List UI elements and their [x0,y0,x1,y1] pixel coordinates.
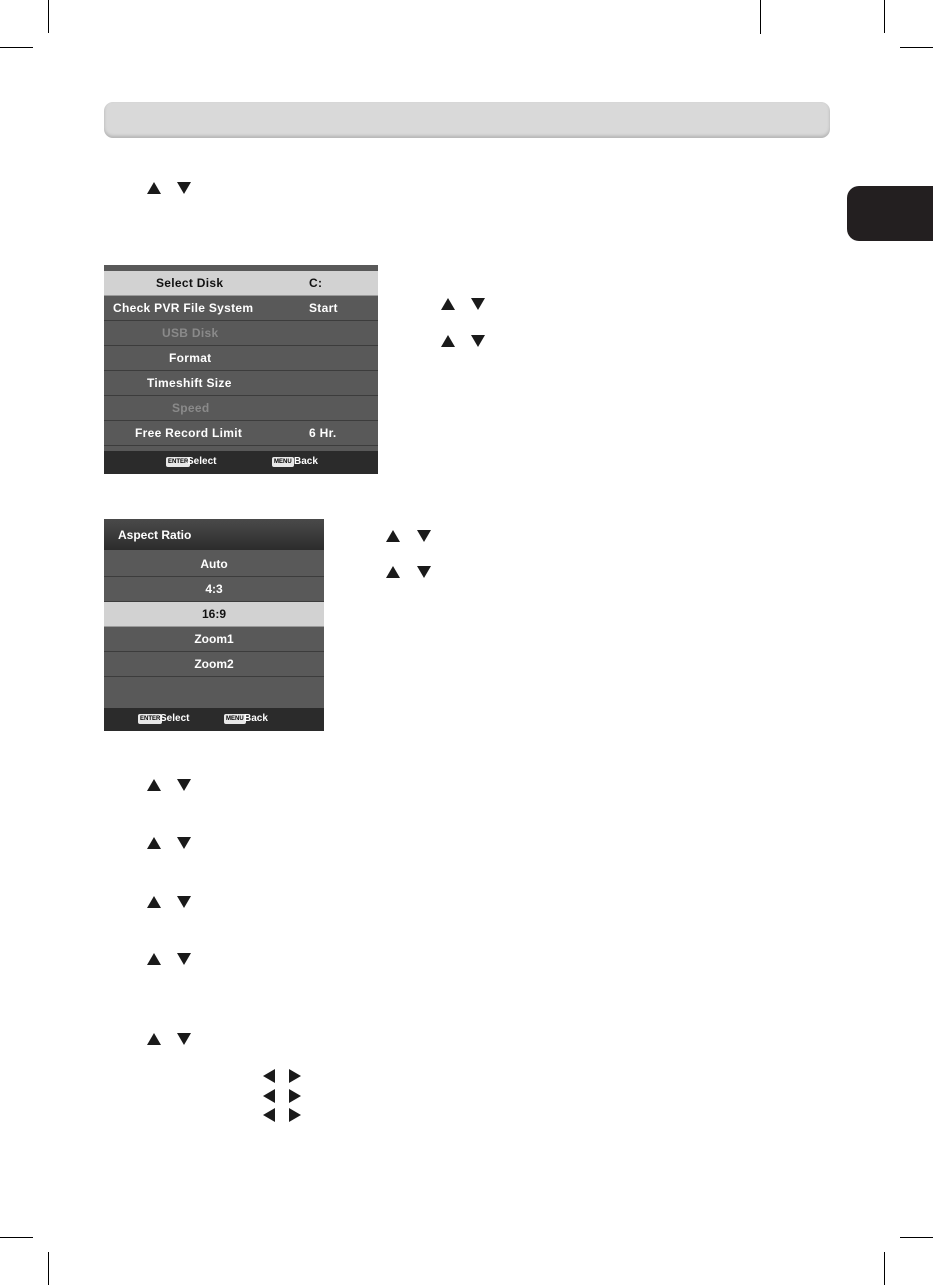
up-arrow-icon [147,896,161,908]
up-arrow-icon [441,298,455,310]
crop-mark [48,1252,49,1285]
menu-row-check-pvr[interactable] [104,296,378,321]
down-arrow-icon [177,953,191,965]
back-hint: Back [244,713,268,724]
back-hint: Back [294,456,318,467]
up-arrow-icon [147,182,161,194]
menu-key-icon: MENU [274,459,292,465]
select-hint: Select [160,713,190,724]
language-tab [847,186,933,241]
menu-footer [104,708,324,731]
down-arrow-icon [177,182,191,194]
crop-mark [900,47,933,48]
aspect-option-4-3[interactable]: 4:3 [104,577,324,602]
select-hint: Select [187,456,217,467]
aspect-ratio-menu [104,519,324,731]
crop-mark [0,1237,33,1238]
menu-row-usb-disk [104,321,378,346]
menu-row-label: Speed [172,401,210,415]
enter-key-icon: ENTER [140,716,161,722]
down-arrow-icon [471,298,485,310]
aspect-option-16-9[interactable]: 16:9 [104,602,324,627]
menu-row-label: USB Disk [162,326,219,340]
up-arrow-icon [386,530,400,542]
up-arrow-icon [441,335,455,347]
aspect-option-zoom2[interactable]: Zoom2 [104,652,324,677]
crop-mark [900,1237,933,1238]
menu-row-format[interactable] [104,346,378,371]
crop-mark [884,0,885,33]
right-arrow-icon [289,1108,301,1122]
menu-row-speed [104,396,378,421]
down-arrow-icon [417,566,431,578]
up-arrow-icon [147,779,161,791]
menu-row-timeshift-size[interactable] [104,371,378,396]
menu-row-select-disk[interactable] [104,271,378,296]
down-arrow-icon [177,1033,191,1045]
menu-key-icon: MENU [226,716,244,722]
right-arrow-icon [289,1089,301,1103]
up-arrow-icon [386,566,400,578]
aspect-option-zoom1[interactable]: Zoom1 [104,627,324,652]
left-arrow-icon [263,1069,275,1083]
up-arrow-icon [147,1033,161,1045]
menu-row-value: Start [309,301,338,315]
left-arrow-icon [263,1089,275,1103]
menu-row-label: Free Record Limit [135,426,243,440]
aspect-option-auto[interactable]: Auto [104,552,324,577]
crop-mark [0,47,33,48]
enter-key-icon: ENTER [168,459,189,465]
menu-row-label: Select Disk [156,276,224,290]
menu-row-value: 6 Hr. [309,426,337,440]
section-header-bar [104,102,830,138]
menu-title-text: Aspect Ratio [118,528,192,542]
crop-mark [884,1252,885,1285]
menu-footer [104,451,378,474]
pvr-settings-menu [104,265,378,474]
right-arrow-icon [289,1069,301,1083]
down-arrow-icon [417,530,431,542]
menu-row-label: Timeshift Size [147,376,232,390]
down-arrow-icon [177,837,191,849]
menu-row-label: Format [169,351,212,365]
menu-title [104,519,324,550]
crop-mark [48,0,49,33]
registration-line [760,0,761,34]
down-arrow-icon [177,896,191,908]
left-arrow-icon [263,1108,275,1122]
menu-row-label: Check PVR File System [113,301,254,315]
down-arrow-icon [177,779,191,791]
up-arrow-icon [147,953,161,965]
menu-row-value: C: [309,276,323,290]
down-arrow-icon [471,335,485,347]
up-arrow-icon [147,837,161,849]
menu-row-free-record-limit[interactable] [104,421,378,446]
